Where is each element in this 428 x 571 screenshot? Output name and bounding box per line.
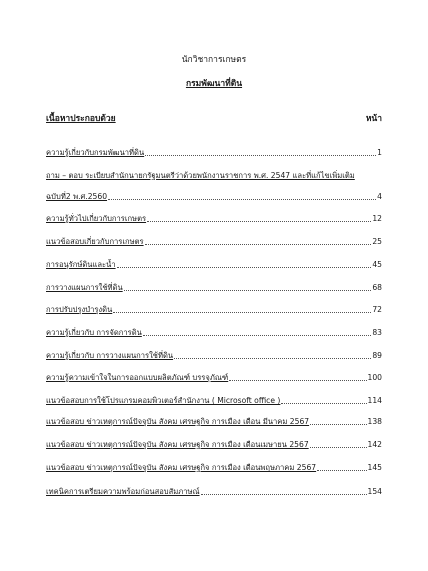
toc-entry	[46, 439, 382, 450]
toc-entry-label: แนวข้อสอบ ข่าวเหตุการณ์ปัจจุบัน สังคม เศรษฐกิจ การเมือง เดือนพฤษภาคม 2567	[46, 463, 317, 472]
toc-entry-label: ถาม – ตอบ ระเบียบสำนักนายกรัฐมนตรีว่าด้วยพนักงานราชการ พ.ศ. 2547 และที่แก้ไขเพิ่มเติม	[46, 171, 355, 180]
toc-entry-label: การปรับปรุงบำรุงดิน	[46, 305, 113, 314]
toc-entry	[46, 327, 382, 338]
dot-leader	[310, 447, 367, 448]
toc-entry-label: ความรู้เกี่ยวกับ การวางแผนการใช้ที่ดิน	[46, 351, 174, 360]
toc-entry-label: แนวข้อสอบ ข่าวเหตุการณ์ปัจจุบัน สังคม เศรษฐกิจ การเมือง เดือนเมษายน 2567	[46, 440, 309, 449]
toc-entry-page-number: 142	[367, 440, 382, 449]
toc-entry-page-number: 89	[372, 351, 382, 360]
toc-entry	[46, 304, 382, 315]
toc-entry-page-number: 154	[367, 487, 382, 496]
dot-leader	[108, 199, 376, 200]
toc-entry	[46, 282, 382, 293]
dot-leader	[201, 494, 367, 495]
toc-entry-label: ความรู้ความเข้าใจในการออกแบบผลิตภัณฑ์ บรรจุภัณฑ์	[46, 373, 229, 382]
toc-entry-label: ความรู้เกี่ยวกับกรมพัฒนาที่ดิน	[46, 148, 145, 157]
dot-leader	[143, 335, 372, 336]
dot-leader	[147, 221, 371, 222]
toc-entry	[46, 395, 382, 406]
dot-leader	[229, 380, 366, 381]
toc-entry-page-number: 68	[372, 283, 382, 292]
toc-entry	[46, 191, 382, 202]
document-subtitle: กรมพัฒนาที่ดิน	[185, 79, 243, 89]
toc-entry	[46, 416, 382, 427]
contents-header: เนื้อหาประกอบด้วย	[46, 114, 116, 124]
dot-leader	[113, 312, 371, 313]
toc-entry-page-number: 145	[367, 463, 382, 472]
toc-entry-page-number: 114	[367, 396, 382, 405]
dot-leader	[124, 290, 372, 291]
toc-entry	[46, 350, 382, 361]
toc-entry-label: แนวข้อสอบการใช้โปรแกรมคอมพิวเตอร์สำนักงาน ( Microsoft office )	[46, 396, 281, 405]
toc-entry-page-number: 138	[367, 417, 382, 426]
toc-entry-label: ความรู้เกี่ยวกับ การจัดการดิน	[46, 328, 142, 337]
toc-entry-label: การอนุรักษ์ดินและน้ำ	[46, 260, 116, 269]
dot-leader	[317, 470, 366, 471]
toc-entry-label: แนวข้อสอบ ข่าวเหตุการณ์ปัจจุบัน สังคม เศรษฐกิจ การเมือง เดือน มีนาคม 2567	[46, 417, 310, 426]
toc-entry	[46, 372, 382, 383]
document-title: นักวิชาการเกษตร	[181, 55, 247, 65]
toc-entry-page-number: 4	[377, 192, 382, 201]
toc-entry	[46, 236, 382, 247]
toc-entry-page-number: 83	[372, 328, 382, 337]
toc-entry	[46, 259, 382, 270]
toc-entry	[46, 147, 382, 158]
toc-entry-page-number: 1	[377, 148, 382, 157]
toc-entry-page-number: 45	[372, 260, 382, 269]
toc-entry	[46, 171, 382, 182]
page-column-header: หน้า	[365, 114, 382, 124]
dot-leader	[310, 424, 366, 425]
dot-leader	[281, 403, 366, 404]
toc-entry-label: การวางแผนการใช้ที่ดิน	[46, 283, 123, 292]
toc-entry-page-number: 25	[372, 237, 382, 246]
toc-entry-label: ความรู้ทั่วไปเกี่ยวกับการเกษตร	[46, 214, 147, 223]
dot-leader	[145, 244, 372, 245]
toc-entry-page-number: 100	[367, 373, 382, 382]
dot-leader	[174, 358, 371, 359]
dot-leader	[145, 155, 376, 156]
toc-entry	[46, 462, 382, 473]
toc-entry-label: แนวข้อสอบเกี่ยวกับการเกษตร	[46, 237, 144, 246]
toc-entry	[46, 486, 382, 497]
toc-entry-label: เทคนิคการเตรียมความพร้อมก่อนสอบสัมภาษณ์	[46, 487, 200, 496]
dot-leader	[117, 267, 372, 268]
toc-entry-label: ฉบับที่2 พ.ศ.2560	[46, 192, 108, 201]
toc-entry	[46, 213, 382, 224]
toc-entry-page-number: 12	[372, 214, 382, 223]
toc-entry-page-number: 72	[372, 305, 382, 314]
